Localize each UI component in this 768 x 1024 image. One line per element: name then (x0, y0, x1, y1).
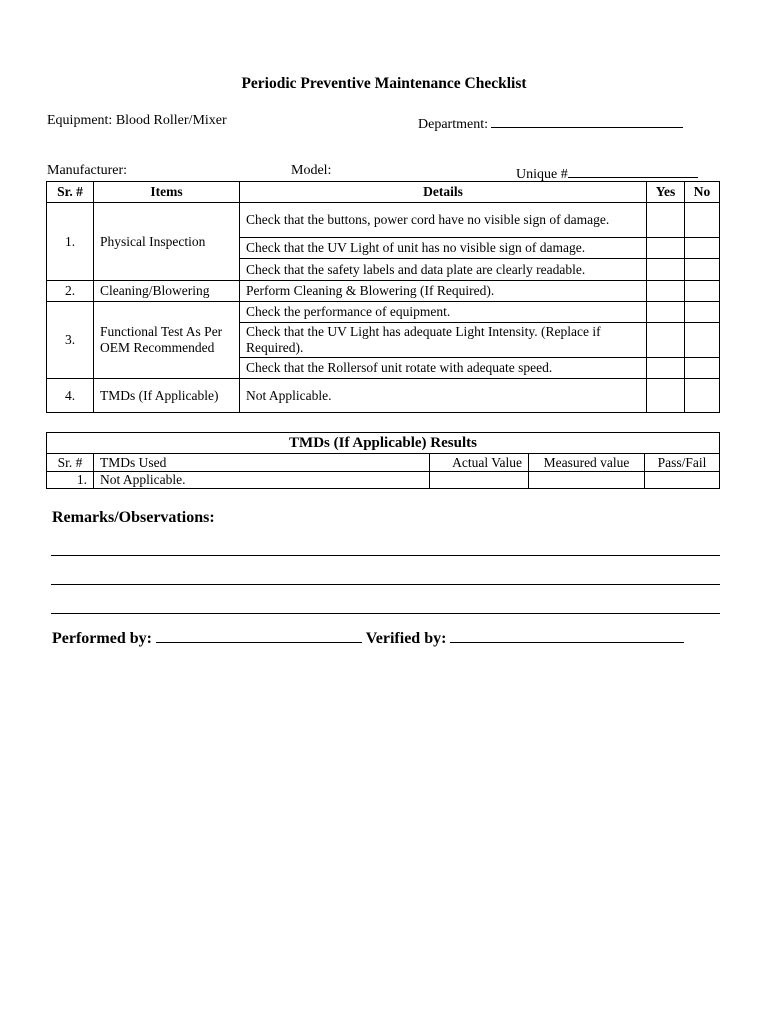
yes-checkbox-cell[interactable] (647, 358, 685, 379)
yes-checkbox-cell[interactable] (647, 302, 685, 323)
performed-by-label: Performed by: (52, 630, 152, 647)
unique-field (516, 163, 698, 183)
tmd-row-passfail[interactable] (645, 472, 720, 489)
page-title: Periodic Preventive Maintenance Checklist (241, 75, 527, 92)
tmd-table-title: TMDs (If Applicable) Results (47, 433, 720, 454)
row-item: TMDs (If Applicable) (94, 379, 240, 413)
row-item: Cleaning/Blowering (94, 281, 240, 302)
no-checkbox-cell[interactable] (685, 379, 720, 413)
manufacturer-label: Manufacturer: (47, 163, 128, 178)
table-row (47, 203, 720, 238)
col-items: Items (94, 182, 240, 203)
row-detail: Not Applicable. (240, 379, 647, 413)
row-sr: 4. (47, 379, 94, 413)
no-checkbox-cell[interactable] (685, 259, 720, 281)
remarks-line-1[interactable] (51, 555, 720, 556)
row-detail: Perform Cleaning & Blowering (If Required). (240, 281, 647, 302)
remarks-line-3[interactable] (51, 613, 720, 614)
tmd-row-measured[interactable] (529, 472, 645, 489)
row-item: Functional Test As Per OEM Recommended (94, 302, 240, 379)
yes-checkbox-cell[interactable] (647, 203, 685, 238)
tmd-row-sr: 1. (47, 472, 94, 489)
col-yes: Yes (647, 182, 685, 203)
department-label: Department: (418, 117, 488, 132)
no-checkbox-cell[interactable] (685, 203, 720, 238)
col-no: No (685, 182, 720, 203)
row-detail: Check that the Rollersof unit rotate with adequate speed. (240, 358, 647, 379)
tmd-col-used: TMDs Used (94, 454, 430, 472)
row-sr: 2. (47, 281, 94, 302)
verified-by-label: Verified by: (365, 630, 447, 647)
tmd-col-passfail: Pass/Fail (645, 454, 720, 472)
yes-checkbox-cell[interactable] (647, 238, 685, 259)
performed-by-line[interactable] (156, 626, 362, 643)
row-detail: Check that the UV Light has adequate Light Intensity. (Replace if Required). (240, 323, 647, 358)
unique-blank[interactable] (568, 163, 698, 178)
row-sr: 1. (47, 203, 94, 281)
no-checkbox-cell[interactable] (685, 358, 720, 379)
row-item: Physical Inspection (94, 203, 240, 281)
checklist-table (46, 181, 720, 413)
tmd-col-measured: Measured value (529, 454, 645, 472)
col-details: Details (240, 182, 647, 203)
yes-checkbox-cell[interactable] (647, 259, 685, 281)
col-sr: Sr. # (47, 182, 94, 203)
table-row (47, 379, 720, 413)
model-field (291, 163, 331, 179)
row-detail: Check that the buttons, power cord have no visible sign of damage. (240, 203, 647, 238)
tmd-col-sr: Sr. # (47, 454, 94, 472)
row-detail: Check that the safety labels and data plate are clearly readable. (240, 259, 647, 281)
signature-row (52, 626, 684, 648)
checklist-header-row (47, 182, 720, 203)
tmd-results-table (46, 432, 720, 489)
row-detail: Check that the UV Light of unit has no visible sign of damage. (240, 238, 647, 259)
no-checkbox-cell[interactable] (685, 323, 720, 358)
yes-checkbox-cell[interactable] (647, 323, 685, 358)
yes-checkbox-cell[interactable] (647, 379, 685, 413)
verified-by-line[interactable] (450, 626, 684, 643)
equipment-value: Blood Roller/Mixer (115, 113, 227, 128)
remarks-label: Remarks/Observations: (52, 509, 215, 526)
model-label: Model: (291, 163, 332, 178)
tmd-header-row (47, 454, 720, 472)
no-checkbox-cell[interactable] (685, 302, 720, 323)
department-field (418, 113, 683, 133)
row-detail: Check the performance of equipment. (240, 302, 647, 323)
no-checkbox-cell[interactable] (685, 238, 720, 259)
equipment-field (47, 113, 227, 129)
equipment-label: Equipment: (47, 113, 113, 128)
row-sr: 3. (47, 302, 94, 379)
tmd-col-actual: Actual Value (430, 454, 529, 472)
tmd-row-used: Not Applicable. (94, 472, 430, 489)
yes-checkbox-cell[interactable] (647, 281, 685, 302)
remarks-line-2[interactable] (51, 584, 720, 585)
table-row (47, 472, 720, 489)
manufacturer-field (47, 163, 127, 179)
tmd-row-actual[interactable] (430, 472, 529, 489)
tmd-title-row (47, 433, 720, 454)
department-blank[interactable] (491, 113, 683, 128)
no-checkbox-cell[interactable] (685, 281, 720, 302)
table-row (47, 281, 720, 302)
unique-label: Unique # (516, 167, 568, 182)
table-row (47, 302, 720, 323)
